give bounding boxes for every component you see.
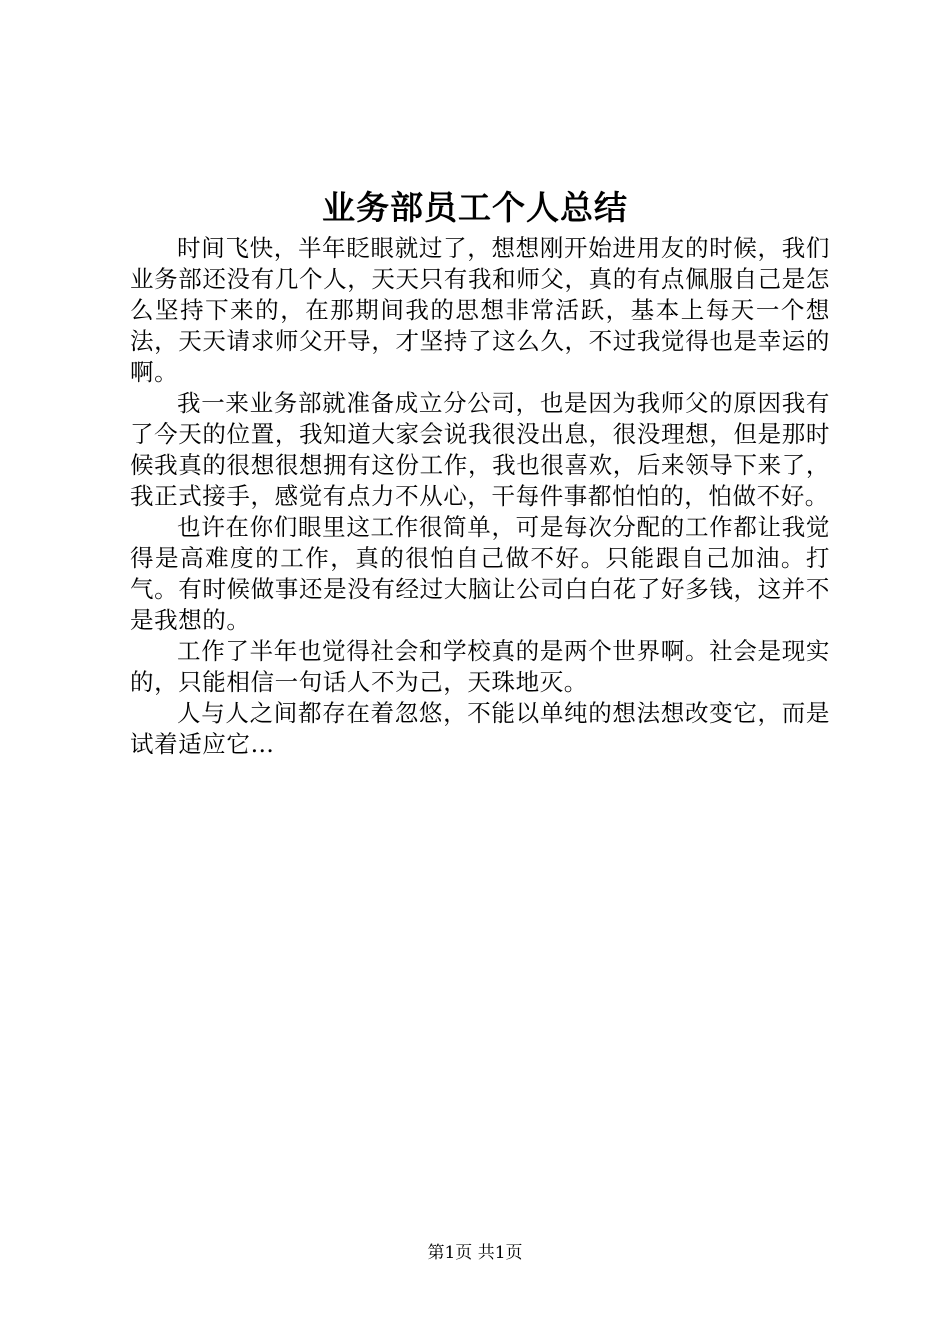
document-title: 业务部员工个人总结 <box>322 188 628 227</box>
paragraph-5: 人与人之间都存在着忽悠，不能以单纯的想法想改变它，而是试着适应它… <box>130 699 830 758</box>
paragraph-1: 时间飞快，半年眨眼就过了，想想刚开始进用友的时候，我们业务部还没有几个人，天天只有我和师父，真的有点佩服自己是怎么坚持下来的，在那期间我的思想非常活跃，基本上每天一个想法，天天请求师父开导，才坚持了这么久，不过我觉得也是幸运的啊。 <box>130 234 830 386</box>
page-number-footer: 第1页 共1页 <box>427 1243 523 1263</box>
paragraph-4: 工作了半年也觉得社会和学校真的是两个世界啊。社会是现实的，只能相信一句话人不为己，天珠地灭。 <box>130 637 830 696</box>
document-body <box>130 233 830 760</box>
paragraph-3: 也许在你们眼里这工作很简单，可是每次分配的工作都让我觉得是高难度的工作，真的很怕自己做不好。只能跟自己加油。打气。有时候做事还是没有经过大脑让公司白白花了好多钱，这并不是我想的。 <box>130 513 830 634</box>
paragraph-2: 我一来业务部就准备成立分公司，也是因为我师父的原因我有了今天的位置，我知道大家会说我很没出息，很没理想，但是那时候我真的很想很想拥有这份工作，我也很喜欢，后来领导下来了，我正式接手，感觉有点力不从心，干每件事都怕怕的，怕做不好。 <box>130 389 830 510</box>
